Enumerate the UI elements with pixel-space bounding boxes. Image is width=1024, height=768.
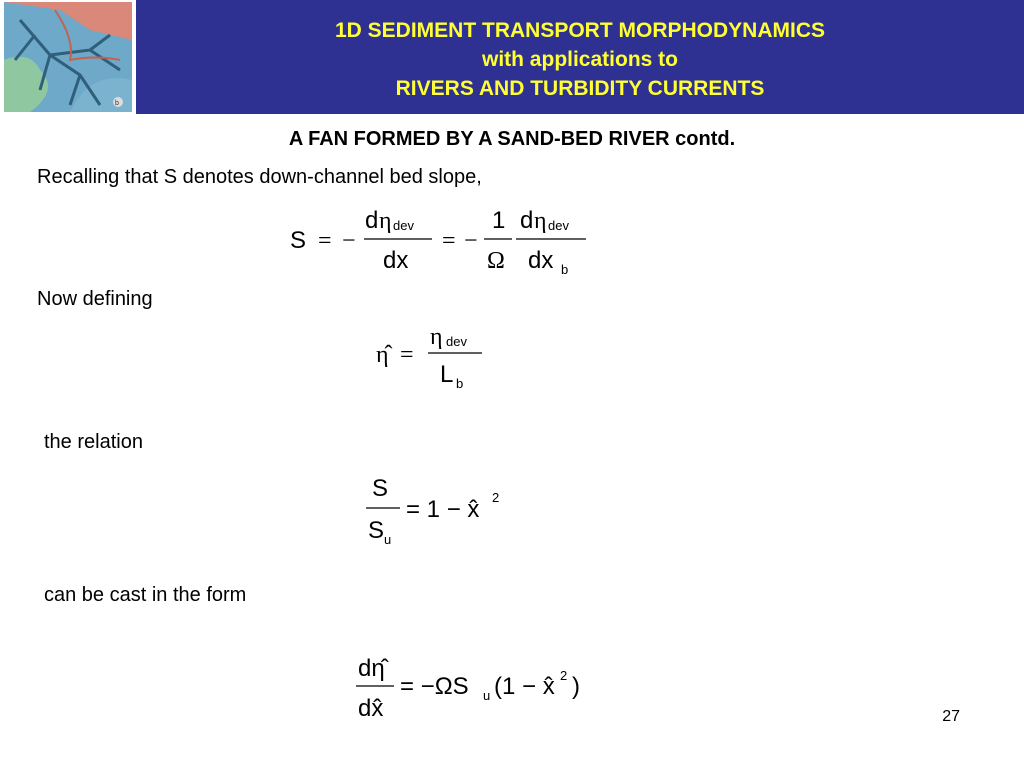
svg-text:=: = xyxy=(318,228,332,254)
equation-eta-hat xyxy=(370,322,500,397)
page-number: 27 xyxy=(942,708,960,725)
svg-text:−: − xyxy=(464,228,478,254)
svg-text:b: b xyxy=(115,100,119,107)
svg-text:d: d xyxy=(365,207,379,234)
svg-text:Ω: Ω xyxy=(487,248,505,274)
svg-text:(1 − x̂: (1 − x̂ xyxy=(494,673,555,700)
svg-text:dx: dx xyxy=(383,247,409,274)
text-cast-form: can be cast in the form xyxy=(44,584,247,606)
svg-text:S: S xyxy=(368,517,385,544)
svg-text:): ) xyxy=(572,673,580,700)
svg-text:dx̂: dx̂ xyxy=(358,695,384,722)
svg-text:η: η xyxy=(430,324,443,350)
svg-text:1: 1 xyxy=(492,207,506,234)
svg-text:=: = xyxy=(442,228,456,254)
text-now-defining: Now defining xyxy=(37,288,153,310)
course-title-line3: RIVERS AND TURBIDITY CURRENTS xyxy=(395,77,765,100)
svg-text:2: 2 xyxy=(492,490,500,505)
eq1-S: S xyxy=(290,227,307,254)
equation-slope xyxy=(280,200,600,280)
svg-text:d: d xyxy=(520,207,534,234)
svg-text:dev: dev xyxy=(393,218,414,233)
svg-text:= 1 − x̂: = 1 − x̂ xyxy=(406,496,480,523)
svg-text:dev: dev xyxy=(548,218,569,233)
svg-text:b: b xyxy=(561,262,569,277)
svg-text:η: η xyxy=(379,208,392,234)
slide-title: A FAN FORMED BY A SAND-BED RIVER contd. xyxy=(288,128,736,150)
svg-text:dη̂: dη̂ xyxy=(358,655,385,682)
svg-text:=: = xyxy=(400,342,414,368)
svg-text:2: 2 xyxy=(560,668,568,683)
svg-text:u: u xyxy=(483,688,491,703)
svg-text:η̂: η̂ xyxy=(376,342,389,368)
svg-text:dx: dx xyxy=(528,247,554,274)
svg-text:b: b xyxy=(456,376,464,391)
svg-text:dev: dev xyxy=(446,334,467,349)
svg-text:η: η xyxy=(534,208,547,234)
course-title xyxy=(136,16,1024,103)
header xyxy=(0,0,1024,114)
delta-image-logo xyxy=(0,0,136,114)
course-title-line2: with applications to xyxy=(481,48,678,71)
text-the-relation: the relation xyxy=(44,431,143,453)
svg-text:S: S xyxy=(372,475,389,502)
svg-text:−: − xyxy=(342,228,356,254)
equation-final xyxy=(352,648,592,728)
svg-text:u: u xyxy=(384,532,392,547)
svg-text:= −ΩS: = −ΩS xyxy=(400,673,469,700)
svg-text:L: L xyxy=(440,361,454,388)
course-title-line1: 1D SEDIMENT TRANSPORT MORPHODYNAMICS xyxy=(334,19,826,42)
equation-relation xyxy=(360,470,510,550)
text-recalling: Recalling that S denotes down-channel bed slope, xyxy=(37,166,482,188)
